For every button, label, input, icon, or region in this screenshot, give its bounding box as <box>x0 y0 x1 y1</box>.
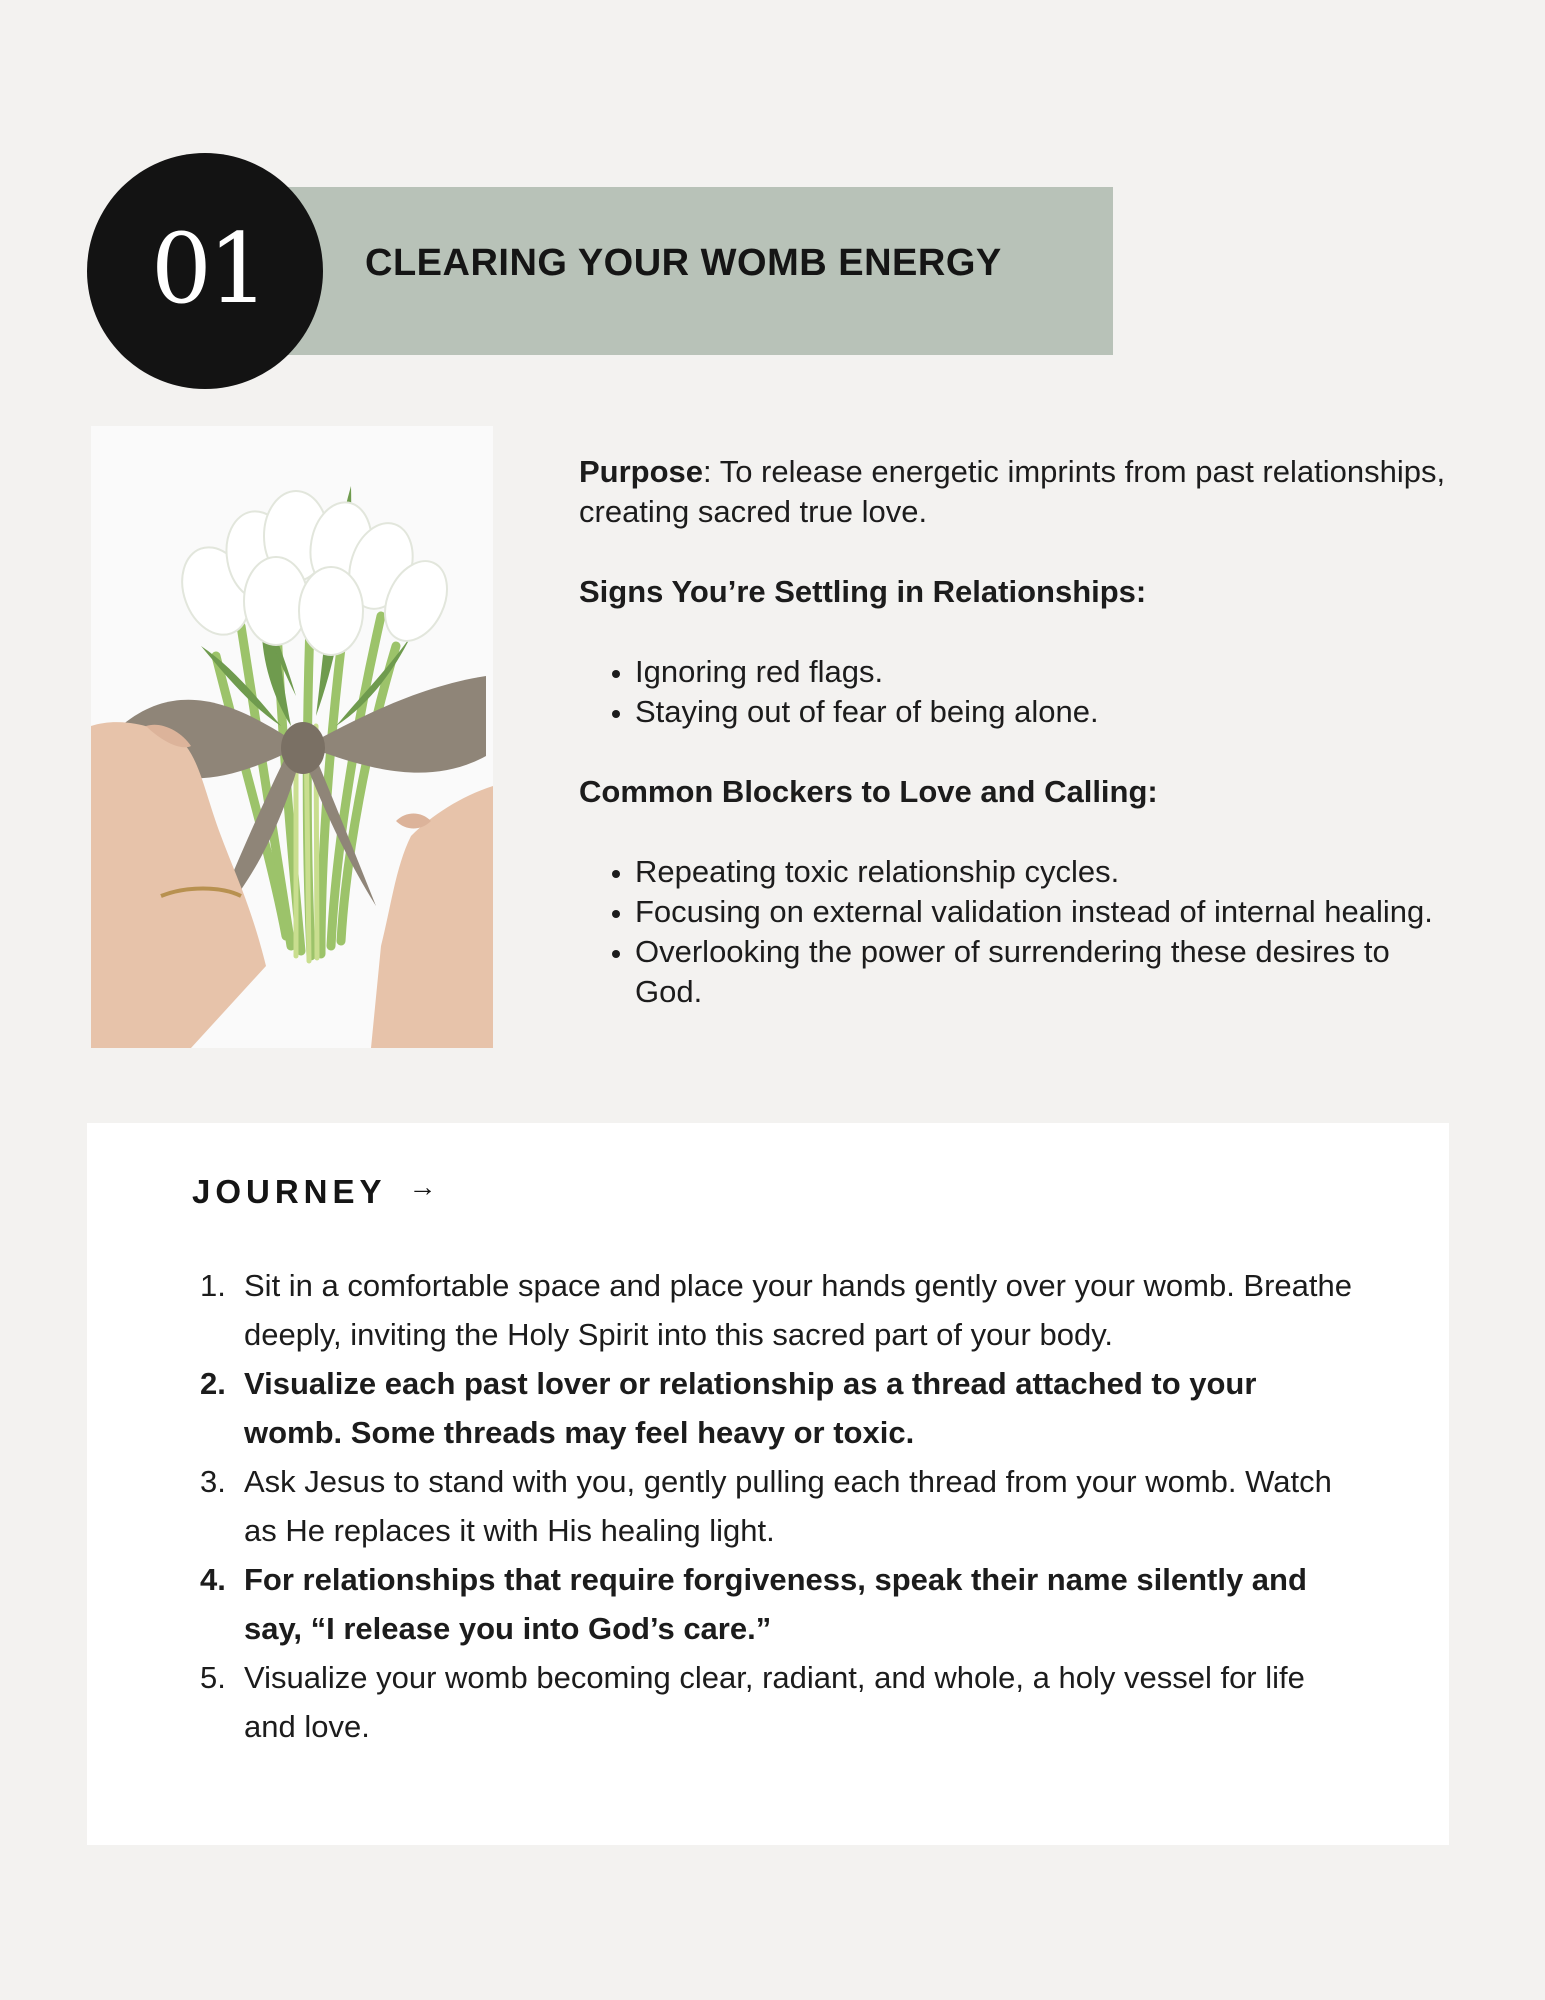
journey-card <box>87 1123 1449 1845</box>
step-number: 5. <box>200 1660 226 1695</box>
step-number: 2. <box>200 1366 226 1401</box>
blockers-heading: Common Blockers to Love and Calling: <box>579 774 1158 809</box>
step-text: Ask Jesus to stand with you, gently pulling each thread from your womb. Watch as He replaces it with His healing light. <box>244 1464 1332 1548</box>
journey-step <box>192 1261 1352 1359</box>
purpose-text: : To release energetic imprints from past relationships, creating sacred true love. <box>579 454 1446 529</box>
purpose-label: Purpose <box>579 454 704 489</box>
step-text: Visualize your womb becoming clear, radiant, and whole, a holy vessel for life and love. <box>244 1660 1305 1744</box>
section-number: 01 <box>150 213 266 325</box>
list-item: • Repeating toxic relationship cycles. <box>635 852 1459 892</box>
step-number: 4. <box>200 1562 226 1597</box>
signs-heading: Signs You’re Settling in Relationships: <box>579 574 1147 609</box>
journey-steps <box>192 1261 1352 1751</box>
step-number: 1. <box>200 1268 226 1303</box>
step-number: 3. <box>200 1464 226 1499</box>
step-text: For relationships that require forgiveness, speak their name silently and say, “I release you into God’s care.” <box>244 1562 1307 1646</box>
journey-step <box>192 1457 1352 1555</box>
arrow-right-icon: → <box>408 1171 437 1202</box>
step-text: Visualize each past lover or relationship as a thread attached to your womb. Some threads may feel heavy or toxic. <box>244 1366 1257 1450</box>
section-number-badge <box>87 153 323 389</box>
list-item: • Overlooking the power of surrendering these desires to God. <box>635 932 1459 1012</box>
signs-list <box>579 652 1459 732</box>
journey-title <box>192 1173 437 1211</box>
list-item: • Focusing on external validation instead of internal healing. <box>635 892 1459 932</box>
journey-step <box>192 1555 1352 1653</box>
blockers-list <box>579 852 1459 1012</box>
journey-step <box>192 1359 1352 1457</box>
journey-title-text: JOURNEY <box>192 1173 387 1210</box>
purpose-section <box>579 452 1459 1012</box>
step-text: Sit in a comfortable space and place your hands gently over your womb. Breathe deeply, inviting the Holy Spirit into this sacred part of your body. <box>244 1268 1353 1352</box>
journey-step <box>192 1653 1352 1751</box>
list-item: • Staying out of fear of being alone. <box>635 692 1459 732</box>
list-item: • Ignoring red flags. <box>635 652 1459 692</box>
section-title: CLEARING YOUR WOMB ENERGY <box>365 242 1002 284</box>
purpose-paragraph <box>579 452 1459 532</box>
tulip-bouquet-image <box>91 426 493 1048</box>
